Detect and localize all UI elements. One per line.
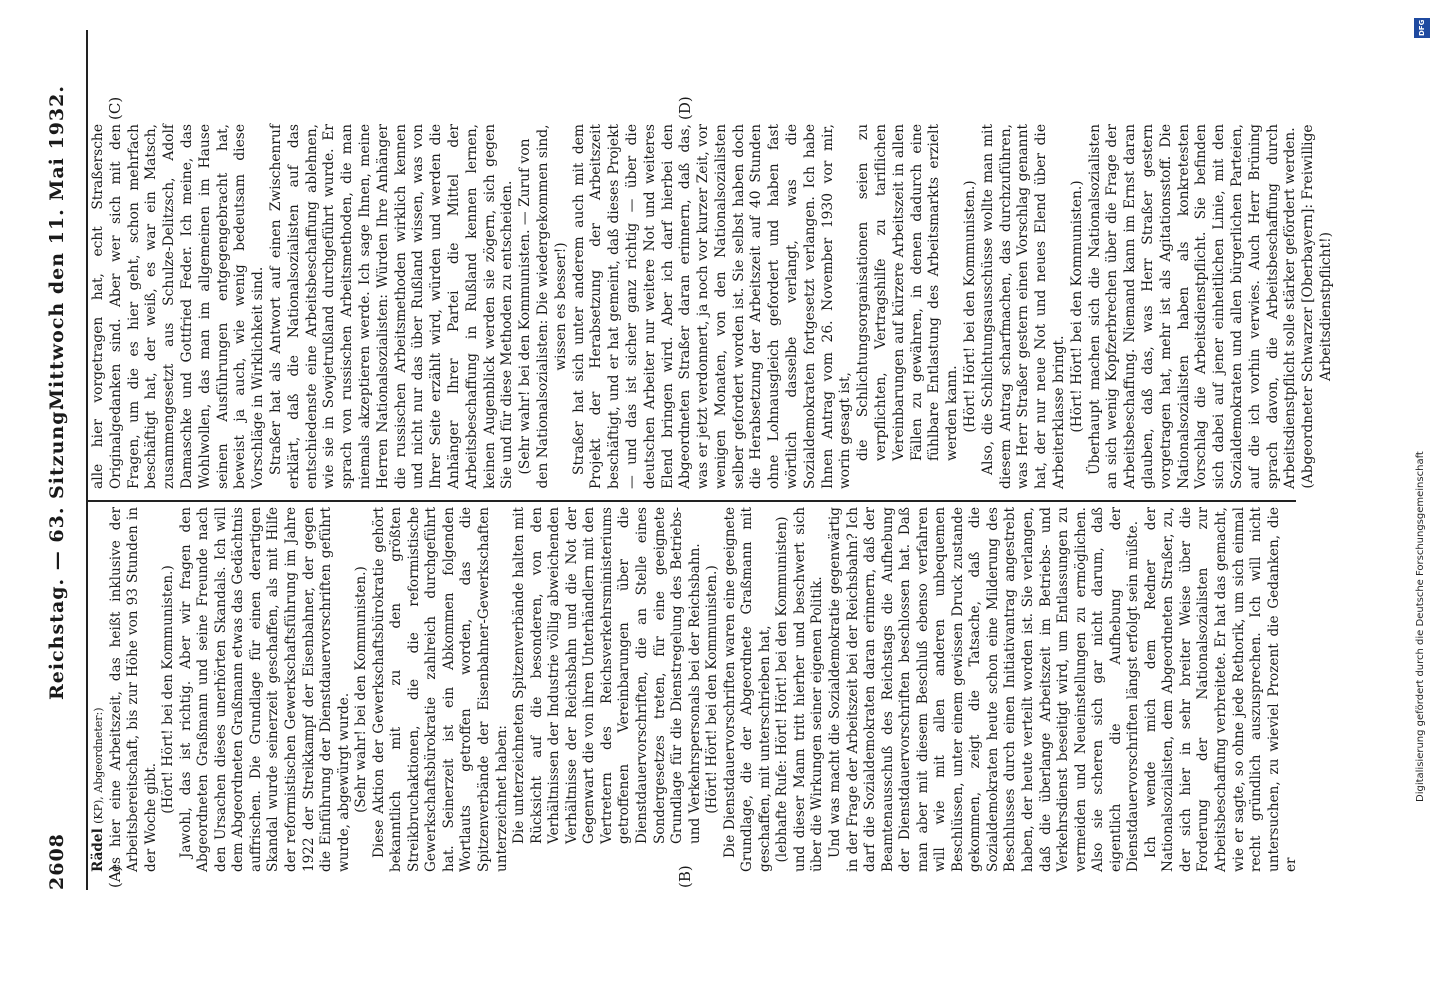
- paragraph: Die Dienstdauervorschriften waren eine geeignete Grundlage, die der Abgeordnete Graßmann mit geschaffen, mit unterschrieben hat,: [721, 507, 773, 872]
- paragraph: Also, die Schlichtungsausschüsse wollte man mit diesem Antrag scharfmachen, das durchzuführen, was Herr Straßer gestern einen Vorschlag genannt hat, der nur neue Not und neues Elend über die Arbeiterklasse bringt.: [979, 124, 1068, 489]
- left-text-column: [90, 507, 1301, 872]
- paragraph: Diese Aktion der Gewerkschaftsbürokratie gehört bekanntlich mit zu den größten Streikbruchaktionen, die die reformistische Gewerkschaftsbürokratie zahlreich durchgeführt hat. Seinerzeit ist ein Abkommen folgenden Wortlauts getroffen worden, das die Spitzenverbände der Eisenbahner-Gewerkschaften unterzeichnet haben:: [370, 507, 510, 872]
- quoted-passage: die Schlichtungsorganisationen seien zu verpflichten, Vertragshilfe zu tariflichen Vereinbarungen auf kürzere Arbeitszeit in allen Fällen zu gewähren, in denen dadurch eine fühlbare Entlastung des Arbeitsmarkts erzielt werden kann.: [855, 124, 961, 461]
- paragraph: Straßer hat als Antwort auf einen Zwischenruf erklärt, daß die Nationalsozialisten auf das entschiedenste eine Arbeitsbeschaffung ablehnen, wie sie in Sowjetrußland durchgeführt wurde. Er sprach von russischen Arbeitsmethoden, die man niemals akzeptieren werde. Ich sage Ihnen, meine Herren Nationalsozialisten: Würden Ihre Anhänger die russischen Arbeitsmethoden wirklich kennen und nicht nur das über Rußland wissen, was von Ihrer Seite erzählt wird, würden und werden die Anhänger Ihrer Partei die Mittel der Arbeitsbeschaffung in Rußland kennen lernen, keinen Augenblick werden sie zögern, sich gegen Sie und für diese Methoden zu entscheiden.: [267, 124, 516, 489]
- paragraph: Jawohl, das ist richtig. Aber wir fragen den Abgeordneten Graßmann und seine Freunde nach den Ursachen dieses unerhörten Skandals. Ich will dem Abgeordneten Graßmann etwas das Gedächtnis auffrischen. Die Grundlage für einen derartigen Skandal wurde seinerzeit geschaffen, als mit Hilfe der reformistischen Gewerkschaftsführung im Jahre 1922 der Streikkampf der Eisenbahner, der gegen die Einführung der Dienstdauervorschriften geführt wurde, abgewürgt wurde.: [177, 507, 352, 872]
- paragraph: Ich wende mich dem Redner der Nationalsozialisten, dem Abgeordneten Straßer, zu, der sich hier in sehr breiter Weise über die Forderung der Nationalsozialisten zur Arbeitsbeschaffung verbreitete. Er hat das gemacht, wie er sagte, so ohne jede Rethorik, um sich einmal recht gründlich auszusprechen. Ich will nicht untersuchen, zu wieviel Prozent die Gedanken, die er: [1142, 507, 1300, 872]
- credit-strip: [1348, 0, 1368, 240]
- interjection: (Hört! Hört! bei den Kommunisten.): [1068, 180, 1085, 433]
- page-number: 2608: [46, 833, 68, 890]
- paragraph: es hier eine Arbeitszeit, das heißt inklusive der Arbeitsbereitschaft, bis zur Höhe von 93 Stunden in der Woche gibt.: [107, 507, 159, 872]
- right-text-column: [90, 124, 1336, 489]
- margin-letter-d: (D): [676, 96, 694, 120]
- paragraph: Straßer hat sich unter anderem auch mit dem Projekt der Herabsetzung der Arbeitszeit beschäftigt, und er hat gemeint, daß dieses Projekt — und das ist sicher ganz richtig — über die deutschen Arbeiter nur weitere Not und weiteres Elend bringen wird. Aber ich darf hierbei den Abgeordneten Straßer daran erinnern, daß das, was er jetzt verdonnert, ja noch vor kurzer Zeit, vor wenigen Monaten, von den Nationalsozialisten selber gefordert worden ist. Sie selbst haben doch die Herabsetzung der Arbeitszeit auf 40 Stunden ohne Lohnausgleich gefordert und haben fast wörtlich dasselbe verlangt, was die Sozialdemokraten fortgesetzt verlangen. Ich habe Ihnen Antrag vom 26. November 1930 vor mir, worin gesagt ist,: [570, 124, 854, 489]
- header-date-title: Mittwoch den 11. Mai 1932.: [46, 85, 68, 410]
- dfg-logo: DFG: [1414, 18, 1430, 38]
- margin-letter-c: (C): [106, 96, 124, 120]
- credit-text: Digitalisierung gefördert durch die Deutsche Forschungsgemeinschaft: [1415, 451, 1426, 802]
- paragraph: und dieser Mann tritt hierher und beschwert sich über die Wirkungen seiner eigenen Politik.: [791, 507, 826, 872]
- interjection: (Abgeordneter Schwarzer [Oberbayern]: Freiwillige Arbeitsdienstpflicht!): [1300, 124, 1334, 489]
- paragraph: Und was macht die Sozialdemokratie gegenwärtig in der Frage der Arbeitszeit bei der Reichsbahn? Ich darf die Sozialdemokraten daran erinnern, daß der Beamtenausschuß des Reichstags die Aufhebung der Dienstdauervorschriften beschlossen hat. Daß man aber mit diesem Beschluß ebenso verfahren will wie mit allen anderen unbequemen Beschlüssen, unter einem gewissen Druck zustande gekommen, zeigt die Tatsache, daß die Sozialdemokraten heute schon eine Milderung des Beschlusses durch einen Initiativantrag angestrebt haben, der heute verteilt worden ist. Sie verlangen, daß die überlange Arbeitszeit im Betriebs- und Verkehrsdienst beseitigt wird, um Entlassungen zu vermeiden und Neueinstellungen zu ermöglichen. Also sie scheren sich gar nicht darum, daß eigentlich die Aufhebung der Dienstdauervorschriften längst erfolgt sein müßte.: [826, 507, 1142, 872]
- page-header: [28, 40, 88, 890]
- digitization-credit: [1412, 10, 1432, 1000]
- interjection: (lebhafte Rufe: Hört! Hört! bei den Kommunisten): [774, 516, 791, 863]
- margin-letter-b: (B): [676, 865, 694, 888]
- interjection: (Hört! Hört! bei den Kommunisten.): [160, 565, 177, 814]
- column-divider: [88, 500, 1296, 502]
- speaker-line: [90, 507, 108, 872]
- margin-letter-a: (A): [106, 865, 124, 888]
- header-session-title: Reichstag. — 63. Sitzung.: [46, 402, 68, 700]
- interjection: (Hört! Hört! bei den Kommunisten.): [704, 565, 721, 814]
- speaker-affiliation: (KP), Abgeordneter:): [92, 707, 105, 824]
- speaker-name: Rädel: [90, 828, 106, 872]
- interjection: (Sehr wahr! bei den Kommunisten.): [353, 566, 370, 813]
- quoted-passage: Die unterzeichneten Spitzenverbände halten mit Rücksicht auf die besonderen, von den Verhältnissen der Industrie völlig abweichenden Verhältnisse der Reichsbahn und die Not der Gegenwart die von ihren Unterhändlern mit den Vertretern des Reichsverkehrsministeriums getroffenen Vereinbarungen über die Dienstdauervorschriften, die an Stelle eines Sondergesetzes treten, für eine geeignete Grundlage für die Dienstregelung des Betriebs- und Verkehrspersonals bei der Reichsbahn.: [511, 507, 703, 844]
- paragraph: alle hier vorgetragen hat, echt Straßersche Originalgedanken sind. Aber wer sich mit den Fragen, um die es hier geht, schon mehrfach beschäftigt hat, der weiß, es war ein Matsch, zusammengesetzt aus Schulze-Delitzsch, Adolf Damaschke und Gottfried Feder. Ich meine, das Wohlwollen, das man im allgemeinen im Hause seinen Ausführungen entgegengebracht hat, beweist ja auch, wie wenig bedeutsam diese Vorschläge in Wirklichkeit sind.: [90, 124, 267, 489]
- interjection: (Sehr wahr! bei den Kommunisten. — Zuruf von den Nationalsozialisten: Die wiedergekommen sind, wissen es besser!): [517, 124, 569, 489]
- interjection: (Hört! Hört! bei den Kommunisten.): [962, 180, 979, 433]
- paragraph: Überhaupt machen sich die Nationalsozialisten an sich wenig Kopfzerbrechen über die Frage der Arbeitsbeschaffung. Niemand kann im Ernst daran glauben, daß das, was Herr Straßer gestern vorgetragen hat, mehr ist als Agitationsstoff. Die Nationalsozialisten haben als konkretesten Vorschlag die Arbeitsdienstpflicht. Sie befinden sich dabei auf jener einheitlichen Linie, mit den Sozialdemokraten und allen bürgerlichen Parteien, auf die ich vorhin verwies. Auch Herr Brüning sprach davon, die Arbeitsbeschaffung durch Arbeitsdienstpflicht solle stärker gefördert werden.: [1086, 124, 1299, 489]
- header-rule: [86, 30, 88, 890]
